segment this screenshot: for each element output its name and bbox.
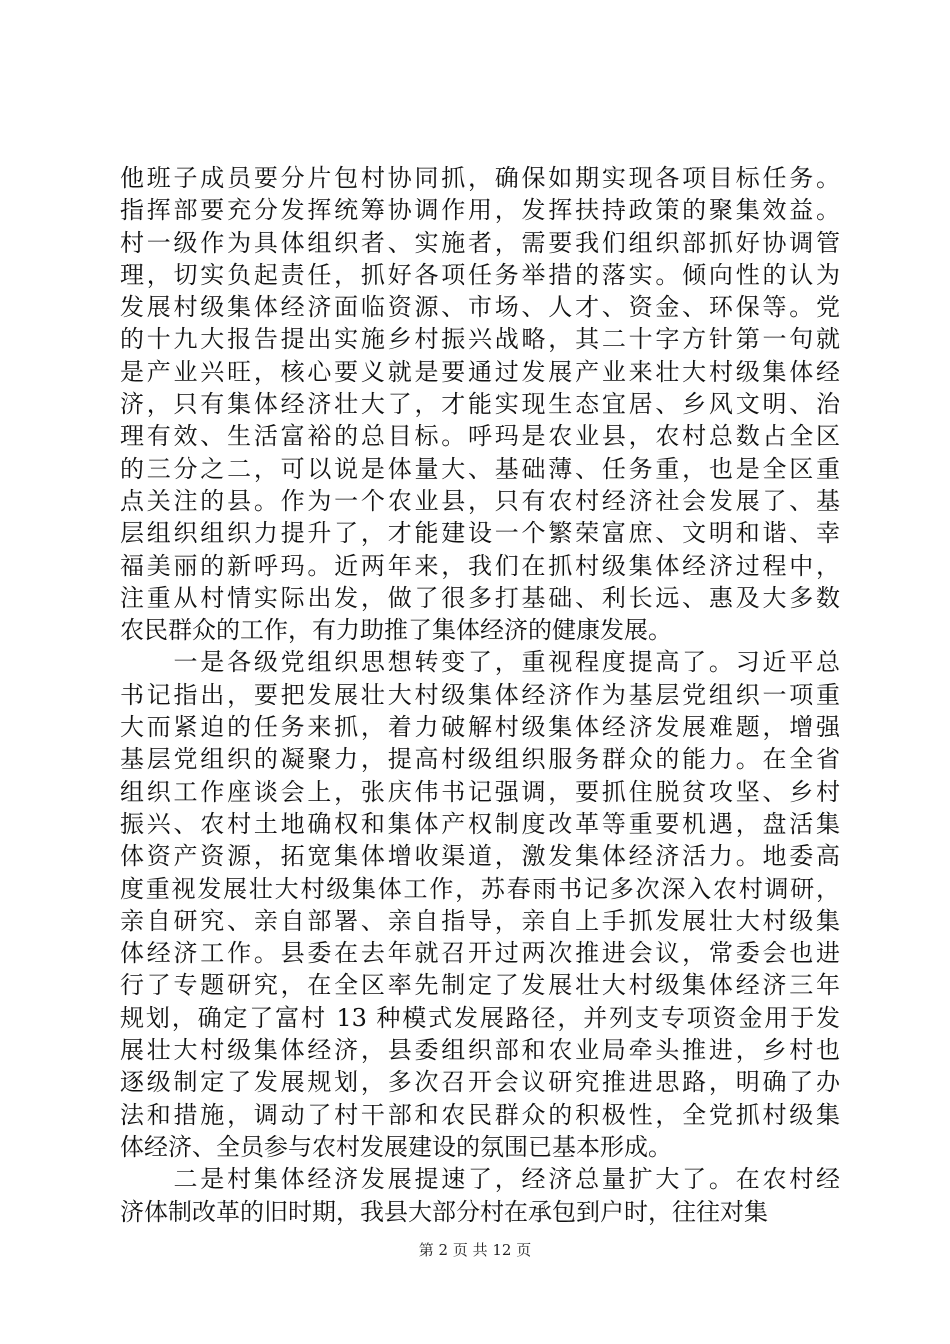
text-line: 行了专题研究，在全区率先制定了发展壮大村级集体经济三年	[120, 971, 840, 1000]
text-line: 振兴、农村土地确权和集体产权制度改革等重要机遇，盘活集	[120, 809, 840, 838]
text-line: 是产业兴旺，核心要义就是要通过发展产业来壮大村级集体经	[120, 357, 840, 386]
text-line: 农民群众的工作，有力助推了集体经济的健康发展。	[120, 616, 672, 645]
text-line: 组织工作座谈会上，张庆伟书记强调，要抓住脱贫攻坚、乡村	[120, 777, 840, 806]
text-line: 指挥部要充分发挥统筹协调作用，发挥扶持政策的聚集效益。	[120, 196, 840, 225]
text-line: 大而紧迫的任务来抓，着力破解村级集体经济发展难题，增强	[120, 713, 840, 742]
text-line: 基层党组织的凝聚力，提高村级组织服务群众的能力。在全省	[120, 745, 840, 774]
text-line: 的三分之二，可以说是体量大、基础薄、任务重，也是全区重	[120, 454, 840, 483]
text-line: 理，切实负起责任，抓好各项任务举措的落实。倾向性的认为	[120, 260, 840, 289]
text-line: 济体制改革的旧时期，我县大部分村在承包到户时，往往对集	[120, 1197, 768, 1226]
text-line: 注重从村情实际出发，做了很多打基础、利长远、惠及大多数	[120, 583, 840, 612]
page-footer: 第 2 页 共 12 页	[418, 1241, 532, 1259]
text-line: 亲自研究、亲自部署、亲自指导，亲自上手抓发展壮大村级集	[120, 906, 840, 935]
text-line: 逐级制定了发展规划，多次召开会议研究推进思路，明确了办	[120, 1068, 840, 1097]
text-line: 体资产资源，拓宽集体增收渠道，激发集体经济活力。地委高	[120, 842, 840, 871]
text-line: 展壮大村级集体经济，县委组织部和农业局牵头推进，乡村也	[120, 1036, 840, 1065]
text-line: 点关注的县。作为一个农业县，只有农村经济社会发展了、基	[120, 486, 840, 515]
text-line: 村一级作为具体组织者、实施者，需要我们组织部抓好协调管	[120, 228, 840, 257]
body-text	[120, 162, 840, 1228]
text-line: 体经济、全员参与农村发展建设的氛围已基本形成。	[120, 1132, 672, 1161]
text-line: 济，只有集体经济壮大了，才能实现生态宜居、乡风文明、治	[120, 390, 840, 419]
text-line: 发展村级集体经济面临资源、市场、人才、资金、环保等。党	[120, 293, 840, 322]
text-line: 理有效、生活富裕的总目标。呼玛是农业县，农村总数占全区	[120, 422, 840, 451]
text-line: 层组织组织力提升了，才能建设一个繁荣富庶、文明和谐、幸	[120, 519, 840, 548]
text-line: 一是各级党组织思想转变了，重视程度提高了。习近平总	[120, 648, 840, 677]
text-line: 他班子成员要分片包村协同抓，确保如期实现各项目标任务。	[120, 164, 840, 192]
text-line: 体经济工作。县委在去年就召开过两次推进会议，常委会也进	[120, 939, 840, 968]
text-line: 的十九大报告提出实施乡村振兴战略，其二十字方针第一句就	[120, 325, 840, 354]
text-line: 法和措施，调动了村干部和农民群众的积极性，全党抓村级集	[120, 1100, 840, 1129]
text-line: 书记指出，要把发展壮大村级集体经济作为基层党组织一项重	[120, 680, 840, 709]
text-line: 规划，确定了富村 13 种模式发展路径，并列支专项资金用于发	[120, 1003, 840, 1032]
text-line: 度重视发展壮大村级集体工作，苏春雨书记多次深入农村调研，	[120, 874, 840, 903]
text-line: 二是村集体经济发展提速了，经济总量扩大了。在农村经	[120, 1165, 840, 1194]
text-line: 福美丽的新呼玛。近两年来，我们在抓村级集体经济过程中，	[120, 551, 840, 580]
